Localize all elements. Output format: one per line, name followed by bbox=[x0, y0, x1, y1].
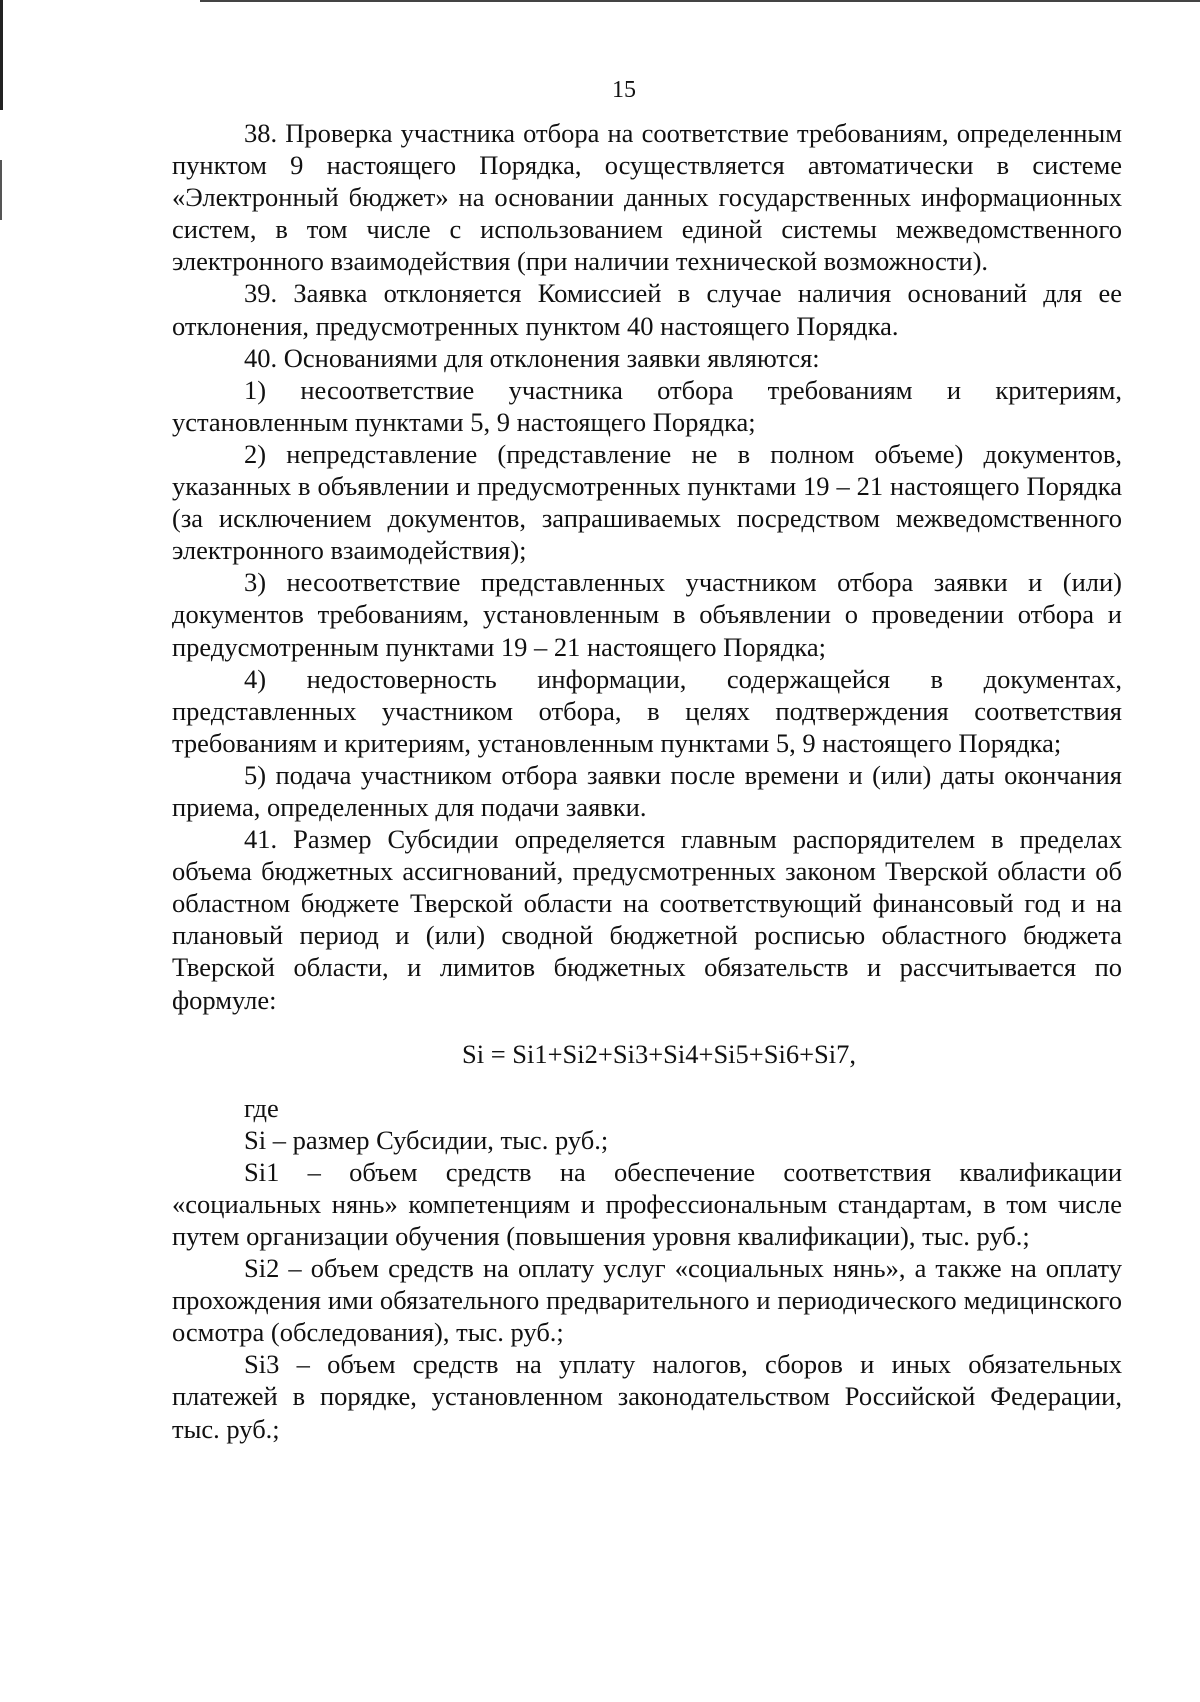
list-item-5: 5) подача участником отбора заявки после времени и (или) даты окончания приема, определенных для подачи заявки. bbox=[172, 759, 1122, 822]
definition-si2: Si2 – объем средств на оплату услуг «социальных нянь», а также на оплату прохождения ими обязательного предварительного и периодического медицинского осмотра (обследования), тыс. руб.; bbox=[172, 1253, 1122, 1348]
list-item-4: 4) недостоверность информации, содержащейся в документах, представленных участником отбора, в целях подтверждения соответствия требованиям и критериям, установленным пунктами 5, 9 настоящего Порядка; bbox=[172, 663, 1122, 758]
definition-where: где bbox=[244, 1092, 279, 1123]
document-body bbox=[172, 117, 1122, 1445]
paragraph-40: 40. Основаниями для отклонения заявки являются: bbox=[244, 342, 820, 373]
scan-edge-mark bbox=[200, 0, 1200, 2]
list-item-1: 1) несоответствие участника отбора требованиям и критериям, установленным пунктами 5, 9 настоящего Порядка; bbox=[172, 374, 1122, 437]
paragraph-39: 39. Заявка отклоняется Комиссией в случае наличия оснований для ее отклонения, предусмотренных пунктом 40 настоящего Порядка. bbox=[172, 278, 1122, 341]
definition-si1: Si1 – объем средств на обеспечение соответствия квалификации «социальных нянь» компетенциям и профессиональным стандартам, в том числе путем организации обучения (повышения уровня квалификации), тыс. руб.; bbox=[172, 1156, 1122, 1251]
paragraph-41: 41. Размер Субсидии определяется главным распорядителем в пределах объема бюджетных ассигнований, предусмотренных законом Тверской области об областном бюджете Тверской области на соответствующий финансовый год и на плановый период и (или) сводной бюджетной росписью областного бюджета Тверской области, и лимитов бюджетных обязательств и рассчитывается по формуле: bbox=[172, 824, 1122, 1015]
list-item-3: 3) несоответствие представленных участником отбора заявки и (или) документов требованиям, установленным в объявлении о проведении отбора и предусмотренным пунктами 19 – 21 настоящего Порядка; bbox=[172, 567, 1122, 662]
paragraph-38: 38. Проверка участника отбора на соответствие требованиям, определенным пунктом 9 настоящего Порядка, осуществляется автоматически в системе «Электронный бюджет» на основании данных государственных информационных систем, в том числе с использованием единой системы межведомственного электронного взаимодействия (при наличии технической возможности). bbox=[172, 118, 1122, 277]
scan-edge-mark bbox=[0, 160, 2, 220]
definition-si3: Si3 – объем средств на уплату налогов, сборов и иных обязательных платежей в порядке, установленном законодательством Российской Федерации, тыс. руб.; bbox=[172, 1349, 1122, 1444]
subsidy-formula: Si = Si1+Si2+Si3+Si4+Si5+Si6+Si7, bbox=[461, 1038, 857, 1069]
page-number: 15 bbox=[612, 77, 636, 103]
list-item-2: 2) непредставление (представление не в полном объеме) документов, указанных в объявлении и предусмотренных пунктами 19 – 21 настоящего Порядка (за исключением документов, запрашиваемых посредством межведомственного электронного взаимодействия); bbox=[172, 438, 1122, 566]
definition-si: Si – размер Субсидии, тыс. руб.; bbox=[244, 1124, 609, 1155]
